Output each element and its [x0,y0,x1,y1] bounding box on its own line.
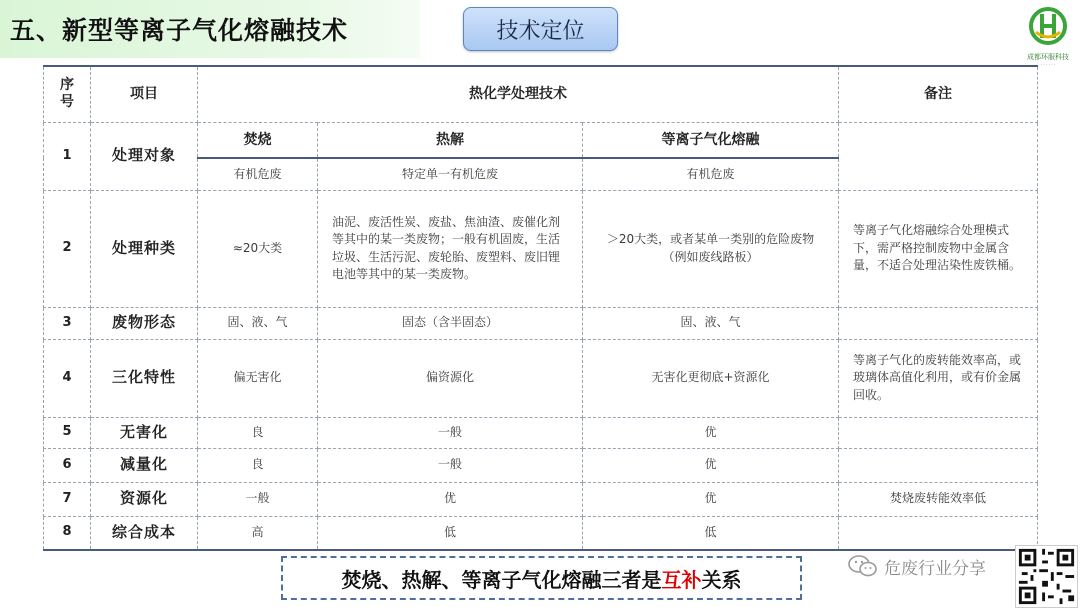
comparison-table [43,65,1038,551]
cell-pyrolysis: 油泥、废活性炭、废盐、焦油渣、废催化剂等其中的某一类废物；一般有机固废，生活垃圾、生活污泥、废轮胎、废塑料、废旧锂电池等其中的某一类废物。 [318,190,583,307]
cell-pyrolysis: 特定单一有机危废 [318,158,583,190]
row-number: 7 [44,482,91,516]
row-item: 无害化 [91,417,198,448]
row-remark [839,122,1038,190]
cell-pyrolysis: 低 [318,516,583,550]
conclusion-highlight: 互补 [661,567,702,592]
row-item: 处理种类 [91,190,198,307]
subheader-pyrolysis: 热解 [318,122,583,158]
table-row [44,339,1038,417]
cell-incineration: 有机危废 [198,158,318,190]
table-row [44,417,1038,448]
row-number: 4 [44,339,91,417]
watermark [848,552,986,580]
row-remark [839,448,1038,482]
row-number: 8 [44,516,91,550]
table-row [44,307,1038,339]
cell-plasma: 有机危废 [583,158,839,190]
row-number: 3 [44,307,91,339]
row-remark: 等离子气化熔融综合处理模式下，需严格控制废物中金属含量，不适合处理沾染性废铁桶。 [839,190,1038,307]
tech-position-button[interactable]: 技术定位 [463,7,618,51]
row-remark [839,516,1038,550]
table-row [44,516,1038,550]
row-item: 资源化 [91,482,198,516]
row-item: 废物形态 [91,307,198,339]
table-row [44,482,1038,516]
cell-plasma: 优 [583,482,839,516]
logo-icon [1028,6,1068,46]
logo-name: 成都环服科技 [1027,53,1069,61]
cell-pyrolysis: 偏资源化 [318,339,583,417]
header-remark: 备注 [839,66,1038,122]
cell-pyrolysis: 优 [318,482,583,516]
row-remark: 等离子气化的废转能效率高，或玻璃体高值化利用，或有价金属回收。 [839,339,1038,417]
cell-plasma: 无害化更彻底+资源化 [583,339,839,417]
cell-pyrolysis: 一般 [318,417,583,448]
conclusion-box [281,556,802,600]
header-item: 项目 [91,66,198,122]
row-remark: 焚烧废转能效率低 [839,482,1038,516]
logo-sub: · · · · · · [1041,62,1055,67]
watermark-text: 危废行业分享 [884,558,986,579]
cell-incineration: 一般 [198,482,318,516]
conclusion-suffix: 关系 [701,567,742,592]
cell-pyrolysis: 一般 [318,448,583,482]
cell-plasma: 固、液、气 [583,307,839,339]
subheader-incineration: 焚烧 [198,122,318,158]
table-header-row [44,66,1038,122]
cell-plasma: 优 [583,417,839,448]
page-title: 五、新型等离子气化熔融技术 [10,16,349,45]
cell-incineration: 高 [198,516,318,550]
table-row [44,448,1038,482]
row-number: 5 [44,417,91,448]
wechat-icon [848,554,878,578]
qr-code-icon[interactable] [1015,545,1078,608]
subheader-plasma: 等离子气化熔融 [583,122,839,158]
row-remark [839,417,1038,448]
row-item: 减量化 [91,448,198,482]
cell-plasma: 优 [583,448,839,482]
row-item: 综合成本 [91,516,198,550]
row-number: 6 [44,448,91,482]
cell-plasma: ＞20大类，或者某单一类别的危险废物（例如废线路板） [583,190,839,307]
cell-plasma: 低 [583,516,839,550]
row-number: 2 [44,190,91,307]
row-item: 三化特性 [91,339,198,417]
row-number: 1 [44,122,91,190]
title-bar [0,0,420,58]
cell-incineration: 偏无害化 [198,339,318,417]
table-row [44,122,1038,158]
cell-incineration: ≈20大类 [198,190,318,307]
cell-pyrolysis: 固态（含半固态） [318,307,583,339]
conclusion-prefix: 焚烧、热解、等离子气化熔融三者是 [341,567,662,592]
table-row [44,190,1038,307]
row-remark [839,307,1038,339]
cell-incineration: 良 [198,417,318,448]
row-item: 处理对象 [91,122,198,190]
header-seq: 序 号 [44,66,91,122]
cell-incineration: 良 [198,448,318,482]
header-thermochemical: 热化学处理技术 [198,66,839,122]
company-logo [1018,6,1078,68]
cell-incineration: 固、液、气 [198,307,318,339]
